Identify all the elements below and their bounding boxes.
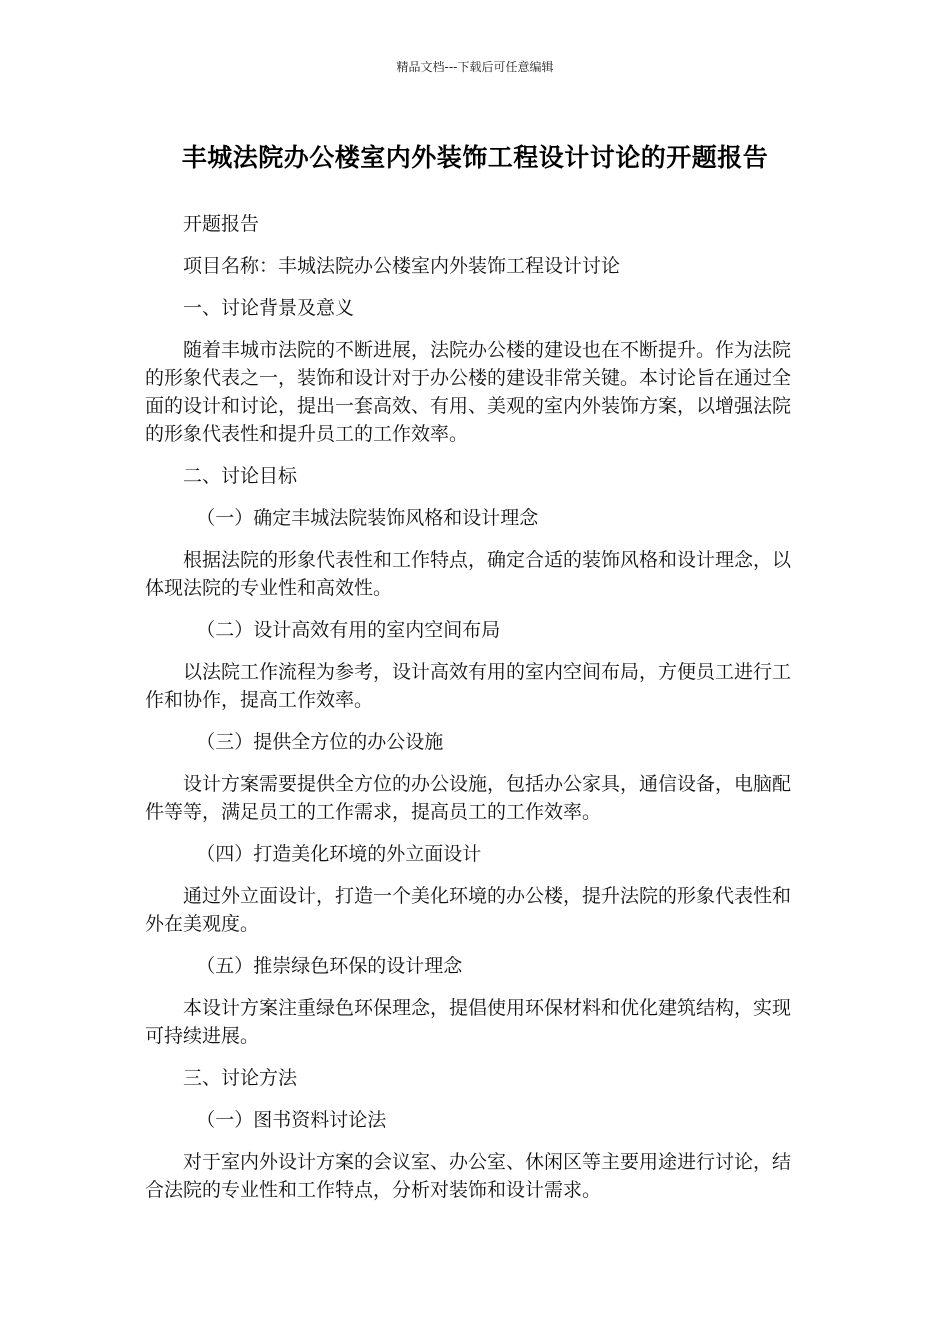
section-heading: 二、讨论目标 [183, 465, 298, 487]
subsection-heading: （五）推崇绿色环保的设计理念 [196, 955, 463, 977]
section-heading: 三、讨论方法 [183, 1067, 298, 1089]
document-title: 丰城法院办公楼室内外装饰工程设计讨论的开题报告 [181, 143, 769, 172]
body-paragraph: 以法院工作流程为参考，设计高效有用的室内空间布局，方便员工进行工作和协作，提高工作效率。 [145, 661, 792, 711]
section-label: 开题报告 [183, 213, 260, 235]
subsection-heading: （二）设计高效有用的室内空间布局 [196, 619, 501, 641]
project-name-line: 项目名称：丰城法院办公楼室内外装饰工程设计讨论 [183, 255, 621, 277]
body-paragraph: 通过外立面设计，打造一个美化环境的办公楼，提升法院的形象代表性和外在美观度。 [145, 885, 792, 935]
header-note: 精品文档---下载后可任意编辑 [396, 60, 554, 74]
body-paragraph: 设计方案需要提供全方位的办公设施，包括办公家具，通信设备，电脑配件等等，满足员工的工作需求，提高员工的工作效率。 [145, 773, 792, 823]
body-paragraph: 对于室内外设计方案的会议室、办公室、休闲区等主要用途进行讨论，结合法院的专业性和工作特点，分析对装饰和设计需求。 [145, 1151, 792, 1201]
section-heading: 一、讨论背景及意义 [183, 297, 355, 319]
subsection-heading: （一）图书资料讨论法 [196, 1109, 387, 1131]
document-body [145, 210, 805, 1218]
subsection-heading: （三）提供全方位的办公设施 [196, 731, 444, 753]
body-paragraph: 根据法院的形象代表性和工作特点，确定合适的装饰风格和设计理念，以体现法院的专业性和高效性。 [145, 549, 792, 599]
subsection-heading: （四）打造美化环境的外立面设计 [196, 843, 482, 865]
subsection-heading: （一）确定丰城法院装饰风格和设计理念 [196, 507, 539, 529]
body-paragraph: 随着丰城市法院的不断进展，法院办公楼的建设也在不断提升。作为法院的形象代表之一，装饰和设计对于办公楼的建设非常关键。本讨论旨在通过全面的设计和讨论，提出一套高效、有用、美观的室内外装饰方案，以增强法院的形象代表性和提升员工的工作效率。 [145, 339, 792, 445]
body-paragraph: 本设计方案注重绿色环保理念，提倡使用环保材料和优化建筑结构，实现可持续进展。 [145, 997, 792, 1047]
